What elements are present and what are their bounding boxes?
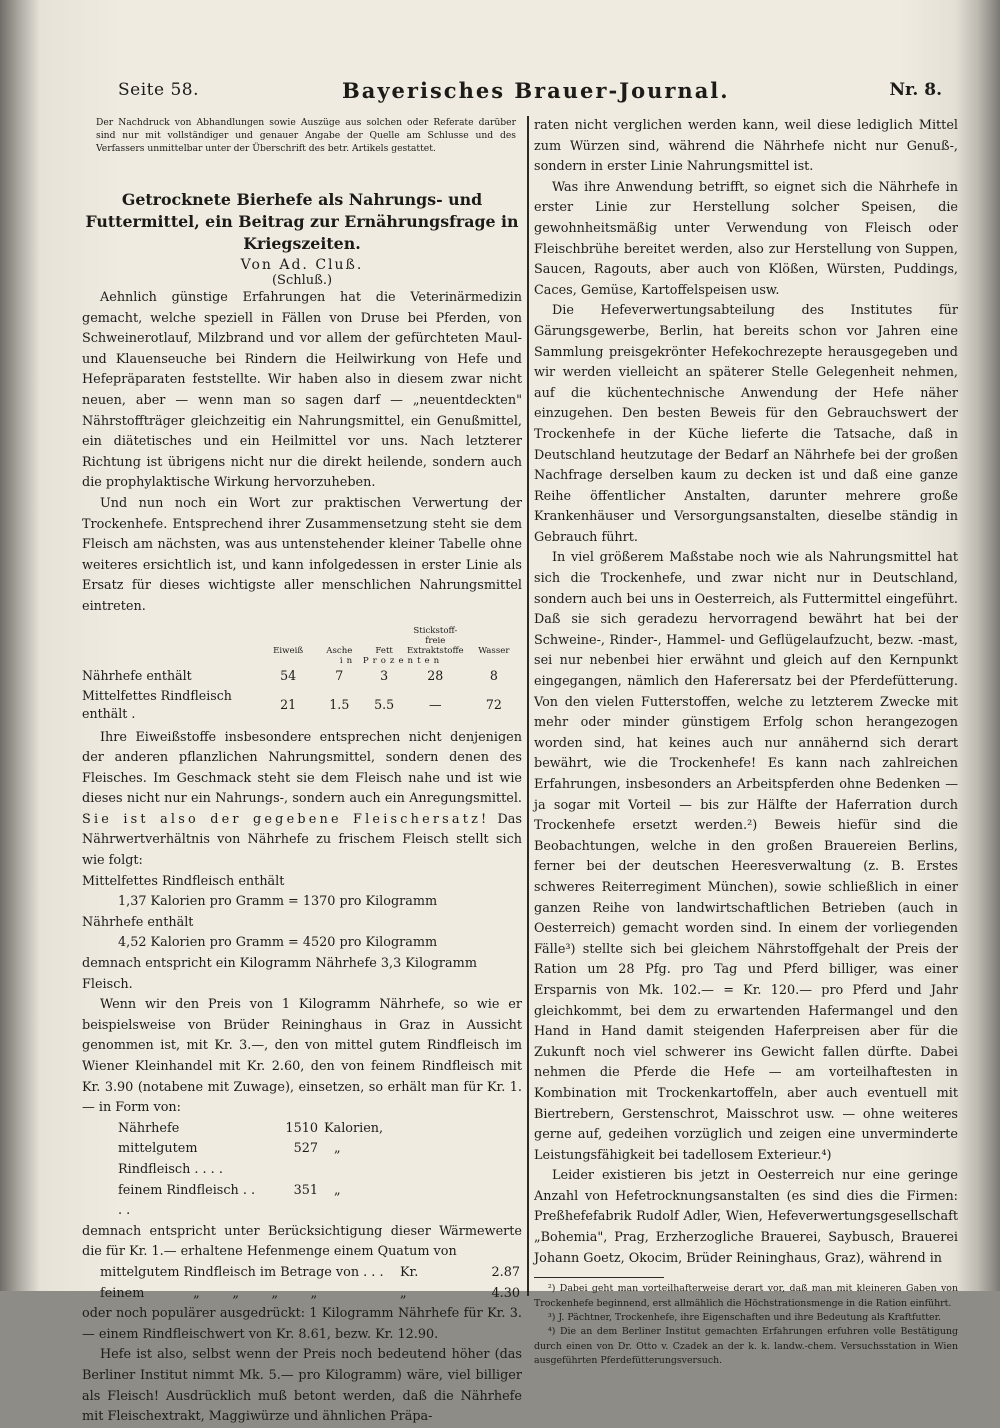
table-row — [82, 666, 522, 686]
row-label: Nährhefe enthält — [82, 667, 192, 683]
table-cell: 1.5 — [329, 696, 350, 712]
calorie-comparison — [82, 872, 522, 996]
price-list — [82, 1263, 522, 1304]
table-cell: 7 — [335, 667, 344, 683]
list-item: feinem Rindfleisch . . . . — [118, 1182, 256, 1219]
reprint-notice: Der Nachdruck von Abhandlungen sowie Auszüge aus solchen oder Referate darüber sind nur mit vollständiger und genauer Angabe der Quelle am Schlusse und des Verfassers unmittelbar unter der Überschrift des betr. Artikels gestattet. — [96, 117, 516, 154]
issue-number: Nr. 8. — [889, 80, 942, 100]
column-header: Eiweiß — [273, 645, 304, 656]
footnote-divider — [534, 1277, 664, 1278]
article-title: Getrocknete Bierhefe als Nahrungs- und Futtermittel, ein Beitrag zur Ernährungsfrage in Kriegszeiten. — [85, 190, 519, 253]
table-row — [82, 686, 522, 724]
paragraph — [82, 728, 522, 872]
calc-line: Nährhefe enthält — [82, 914, 194, 930]
running-head — [82, 74, 950, 108]
paragraph: Leider existieren bis jetzt in Oesterreich nur eine geringe Anzahl von Hefetrocknungsanstalten (es sind dies die Firmen: Preßhefefabrik Rudolf Adler, Wien, Hefeverwertungsgesellschaft „Bohemia", Prag, Erzherzogliche Brauerei, Saybusch, Brauerei Johann Goetz, Okocim, Brüder Reininghaus, Graz), während in — [534, 1168, 958, 1266]
page-number: Seite 58. — [118, 80, 199, 100]
paragraph: raten nicht verglichen werden kann, weil diese lediglich Mittel zum Würzen sind, während die Nährhefe nicht nur Genuß-, sondern in erster Linie Nahrungsmittel ist. — [534, 118, 958, 175]
calc-line: 4,52 Kalorien pro Gramm = 4520 pro Kilogramm — [118, 935, 438, 951]
paragraph: demnach entspricht unter Berücksichtigung dieser Wärmewerte die für Kr. 1.— erhaltene Hefenmenge einem Quatum von — [82, 1223, 522, 1260]
left-column — [82, 116, 522, 1428]
paragraph-text: Ihre Eiweißstoffe insbesondere entsprechen nicht denjenigen der anderen pflanzlichen Nahrungsmittel, sondern denen des Fleisches. Im Geschmack steht sie dem Fleisch nahe und ist wie dieses nicht nur ein Nahrungs-, sondern auch ein Anregungsmittel. — [82, 729, 522, 807]
unit-label: in Prozenten — [339, 655, 444, 666]
calorie-list — [82, 1119, 522, 1222]
list-value: 4.30 — [491, 1285, 520, 1301]
emphasis-text: Sie ist also der gegebene Fleischersatz! — [82, 811, 490, 827]
article-part: (Schluß.) — [271, 273, 333, 288]
calc-line: 1,37 Kalorien pro Gramm = 1370 pro Kilogramm — [118, 894, 438, 910]
article-author: Von Ad. Cluß. — [240, 257, 364, 273]
table-cell: 54 — [280, 667, 297, 683]
column-header: Asche — [326, 645, 353, 656]
table-cell: — — [429, 696, 442, 712]
paragraph: Was ihre Anwendung betrifft, so eignet sich die Nährhefe in erster Linie zur Herstellung solcher Speisen, die gewohnheitsmäßig unter Verwendung von Fleisch oder Fleischbrühe bereitet werden, also zur Herstellung von Suppen, Saucen, Ragouts, aber auch von Klößen, Würsten, Puddings, Caces, Gemüse, Kartoffelspeisen usw. — [534, 179, 958, 298]
paragraph: Aehnlich günstige Erfahrungen hat die Veterinärmedizin gemacht, welche speziell in Fällen von Druse bei Pferden, von Schweinerotlauf, Milzbrand und vor allem der gefürchteten Maul- und Klauenseuche bei Rindern die Heilwirkung von Hefe und Hefepräparaten feststellte. Wir haben also in diesem zwar nicht neuen, aber — wenn man so sagen darf — „neuentdeckten" Nährstoffträger gleichzeitig ein Nahrungsmittel, ein Genußmittel, ein diätetisches und ein Heilmittel vor uns. Nach letzterer Richtung ist übrigens nicht nur die direkt heilende, sondern auch die prophylaktische Wirkung hervorzuheben. — [82, 290, 522, 491]
list-value: 351 — [293, 1182, 318, 1198]
column-header: Fett — [375, 645, 393, 656]
paragraph: In viel größerem Maßstabe noch wie als Nahrungsmittel hat sich die Trockenhefe, und zwar nicht nur in Deutschland, sondern auch bei uns in Oesterreich, als Futtermittel eingeführt. Daß sie sich geradezu hervorragend bewährt hat bei der Schweine-, Rinder-, Hammel- und Geflügelaufzucht, bezw. -mast, sei nur nebenbei hier erwähnt und gleich auf den Kernpunkt eingegangen, nämlich den Haferersatz bei der Pferdefütterung. Von den vielen Futterstoffen, welche zu letzterem Zwecke mit mehr oder minder günstigem Erfolg schon herangezogen worden sind, hat keines auch nur annähernd sich derart bewährt, wie die Trockenhefe! Es kann nach zahlreichen Erfahrungen, insbesonders an Arbeitspferden ohne Bedenken — ja sogar mit Vorteil — bis zur Hälfte der Haferration durch Trockenhefe ersetzt werden.²) Beweis hiefür sind die Beobachtungen, welche in den großen Brauereien Berlins, ferner bei der deutschen Heeresverwaltung (z. B. Erstes schweres Reiterregiment München), sowie schließlich in einer ganzen Reihe von landwirtschaftlichen Betrieben (auch in Oesterreich) gemacht worden sind. In einem der vorliegenden Fälle³) stellte sich bei gleichem Nährstoffgehalt der Preis der Ration um 28 Pfg. pro Tag und Pferd billiger, was einer Ersparnis von Mk. 102.— = Kr. 120.— pro Pferd und Jahr gleichkommt, bei dem zu erwartenden Hafermangel und den Hand in Hand damit steigenden Haferpreisen aber für die Zukunft noch viel schwerer ins Gewicht fallen dürfte. Dabei nehmen die Pferde die Hefe — am vorteilhaftesten in Kombination mit Trockenkartoffeln, aber auch eventuell mit Biertrebern, Gerstenschrot, Maisschrot usw. — ohne weiteres gerne auf, gedeihen vorzüglich und zeigen eine unverminderte Leistungsfähigkeit bei tadellosem Exterieur.⁴) — [534, 550, 958, 1163]
list-value: 1510 — [285, 1120, 318, 1136]
right-column — [534, 116, 958, 1369]
table-cell: 5.5 — [374, 696, 395, 712]
table-unit-row — [82, 656, 522, 666]
table-cell: 72 — [485, 696, 502, 712]
list-unit: „ — [334, 1182, 341, 1198]
table-cell: 21 — [280, 696, 297, 712]
nutrient-table — [82, 626, 522, 724]
footnote: ³) J. Pächtner, Trockenhefe, ihre Eigenschaften und ihre Bedeutung als Kraftfutter. — [548, 1312, 942, 1324]
paragraph: Wenn wir den Preis von 1 Kilogramm Nährhefe, so wie er beispielsweise von Brüder Reininghaus in Graz in Aussicht genommen ist, mit Kr. 3.—, den von mittel gutem Rindfleisch im Wiener Kleinhandel mit Kr. 2.60, den von feinem Rindfleisch mit Kr. 3.90 (notabene mit Zuwage), einsetzen, so erhält man für Kr. 1.— in Form von: — [82, 997, 522, 1116]
journal-title: Bayerisches Brauer-Journal. — [342, 78, 730, 103]
paragraph: Hefe ist also, selbst wenn der Preis noch bedeutend höher (das Berliner Institut nimmt Mk. 5.— pro Kilogramm) wäre, viel billiger als Fleisch! Ausdrücklich muß betont werden, daß die Nährhefe mit Fleischextrakt, Maggiwürze und ähnlichen Präpa- — [82, 1347, 522, 1425]
calc-line: Mittelfettes Rindfleisch enthält — [82, 873, 285, 889]
row-label: Mittelfettes Rindfleisch enthält . — [82, 687, 232, 721]
column-header: Stickstoff-freie Extraktstoffe — [406, 625, 464, 656]
table-cell: 8 — [489, 667, 498, 683]
column-divider — [527, 116, 529, 1296]
footnote: ⁴) Die an dem Berliner Institut gemachten Erfahrungen erfuhren volle Bestätigung durch einen von Dr. Otto v. Czadek an der k. k. landw.-chem. Versuchsstation in Wien ausgeführten Pferdefütterungsversuch. — [534, 1326, 958, 1367]
list-item: Nährhefe — [118, 1120, 180, 1136]
list-unit: „ — [334, 1141, 341, 1157]
journal-page — [82, 66, 958, 1425]
list-item: mittelgutem Rindfleisch . . . . — [118, 1141, 223, 1177]
list-currency: Kr. — [400, 1264, 419, 1280]
calc-line: demnach entspricht ein Kilogramm Nährhefe 3,3 Kilogramm Fleisch. — [82, 956, 477, 992]
column-header: Wasser — [478, 645, 510, 656]
list-unit: Kalorien, — [324, 1120, 384, 1136]
table-cell: 3 — [380, 667, 389, 683]
footnote: ²) Dabei geht man vorteilhafterweise derart vor, daß man mit kleineren Gaben von Trockenhefe beginnend, erst allmählich die Höchstrationsmenge in die Ration einführt. — [534, 1283, 958, 1309]
list-currency: „ — [400, 1285, 407, 1301]
paragraph: oder noch populärer ausgedrückt: 1 Kilogramm Nährhefe für Kr. 3.— einem Rindfleischwert von Kr. 8.61, bezw. Kr. 12.90. — [82, 1306, 522, 1342]
paragraph: Die Hefeverwertungsabteilung des Institutes für Gärungsgewerbe, Berlin, hat bereits schon vor Jahren eine Sammlung preisgekrönter Hefekochrezepte herausgegeben und wir werden vielleicht an späterer Stelle Gelegenheit nehmen, auf die küchentechnische Anwendung der Hefe näher einzugehen. Den besten Beweis für den Gebrauchswert der Trockenhefe in der Küche lieferte die Tatsache, daß in Deutschland heutzutage der Bedarf an Nährhefe bei der großen Nachfrage derselben kaum zu decken ist und daß eine ganze Reihe öffentlicher Anstalten, darunter mehrere große Krankenhäuser und Versorgungsanstalten, dieselbe ständig in Gebrauch führt. — [534, 303, 958, 545]
list-item: mittelgutem Rindfleisch im Betrage von . . . — [100, 1264, 384, 1280]
paragraph-text: Das Nährwertverhältnis von Nährhefe zu frischem Fleisch stellt sich wie folgt: — [82, 811, 522, 869]
table-corner — [82, 626, 261, 656]
list-value: 527 — [293, 1141, 318, 1157]
list-item: feinem „ „ „ „ — [100, 1285, 318, 1301]
table-cell: 28 — [427, 667, 444, 683]
paragraph: Und nun noch ein Wort zur praktischen Verwertung der Trockenhefe. Entsprechend ihrer Zusammensetzung steht sie dem Fleisch am nächsten, was aus untenstehender kleiner Tabelle ohne weiteres ersichtlich ist, und kann infolgedessen in erster Linie als Ersatz für dieses wichtigste aller menschlichen Nahrungsmittel eintreten. — [82, 495, 522, 614]
table-header-row — [82, 626, 522, 656]
list-value: 2.87 — [491, 1264, 520, 1280]
